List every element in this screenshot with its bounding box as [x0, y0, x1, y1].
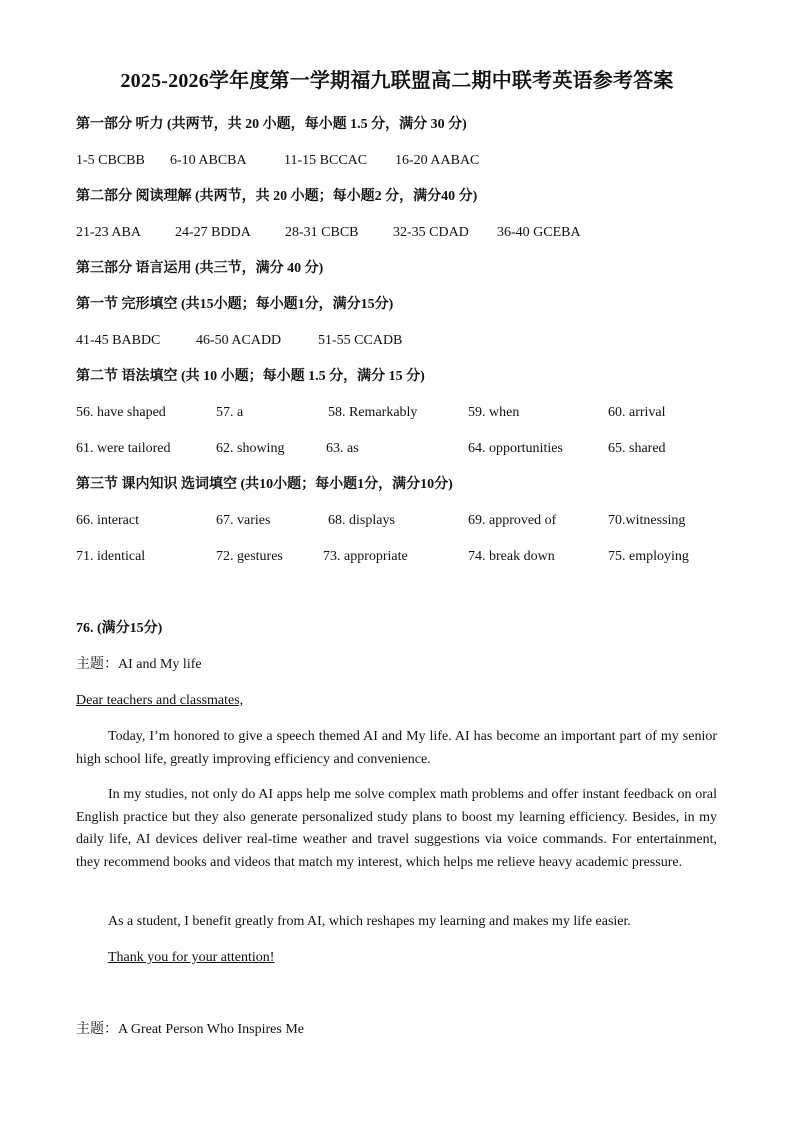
part1-answer: 11-15 BCCAC [284, 153, 368, 168]
document-title: 2025-2026学年度第一学期福九联盟高二期中联考英语参考答案 [120, 70, 674, 92]
vocab-answer: 67. varies [216, 513, 271, 528]
vocab-answer: 72. gestures [216, 549, 283, 564]
essay-paragraph: In my studies, not only do AI apps help me solve complex math problems and offer instant feedback on oral English practice but they also generate personalized study plans to boost my learning efficiency. Besides, in my daily life, AI devices deliver real-time weather and travel suggestions via voice commands. For entertainment, they recommend books and videos that match my interest, which helps me relieve heavy academic pressure. [76, 787, 717, 870]
topic-line: 主题：A Great Person Who Inspires Me [76, 1022, 304, 1037]
grammar-answer: 56. have shaped [76, 405, 166, 420]
letter-greeting: Dear teachers and classmates, [76, 693, 244, 708]
grammar-answer: 63. as [326, 441, 359, 456]
vocab-answer: 74. break down [468, 549, 555, 564]
letter-closing: Thank you for your attention! [108, 950, 275, 965]
vocab-answer: 68. displays [328, 513, 395, 528]
part2-answer: 24-27 BDDA [175, 225, 251, 240]
vocab-answer: 66. interact [76, 513, 139, 528]
writing-heading: 76. (满分15分) [76, 621, 163, 636]
grammar-answer: 57. a [216, 405, 244, 420]
section2-heading: 第二节 语法填空 (共 10 小题；每小题 1.5 分，满分 15 分) [76, 369, 425, 384]
section3-heading: 第三节 课内知识 选词填空 (共10小题；每小题1分，满分10分) [76, 477, 453, 492]
grammar-answer: 65. shared [608, 441, 666, 456]
vocab-answer: 70.witnessing [608, 513, 686, 528]
vocab-answer: 73. appropriate [323, 549, 408, 564]
grammar-answer: 62. showing [216, 441, 285, 456]
part1-answer: 16-20 AABAC [395, 153, 480, 168]
part2-answer: 28-31 CBCB [285, 225, 359, 240]
section1-heading: 第一节 完形填空 (共15小题；每小题1分，满分15分) [76, 297, 394, 312]
grammar-answer: 61. were tailored [76, 441, 171, 456]
part2-answer: 32-35 CDAD [393, 225, 469, 240]
grammar-answer: 59. when [468, 405, 520, 420]
topic-line: 主题：AI and My life [76, 657, 202, 672]
grammar-answer: 64. opportunities [468, 441, 563, 456]
grammar-answer: 60. arrival [608, 405, 666, 420]
part3-heading: 第三部分 语言运用 (共三节，满分 40 分) [76, 261, 324, 276]
part1-answer: 1-5 CBCBB [76, 153, 145, 168]
part2-answer: 36-40 GCEBA [497, 225, 581, 240]
vocab-answer: 69. approved of [468, 513, 557, 528]
part1-answer: 6-10 ABCBA [170, 153, 247, 168]
essay-paragraph: Today, I’m honored to give a speech themed AI and My life. AI has become an important part of my senior high school life, greatly improving efficiency and convenience. [76, 729, 717, 767]
section1-answer: 46-50 ACADD [196, 333, 282, 348]
part2-heading: 第二部分 阅读理解 (共两节，共 20 小题；每小题2 分，满分40 分) [76, 189, 478, 204]
essay-paragraph: As a student, I benefit greatly from AI, which reshapes my learning and makes my life easier. [108, 914, 631, 929]
part2-answer: 21-23 ABA [76, 225, 141, 240]
vocab-answer: 75. employing [608, 549, 689, 564]
part1-heading: 第一部分 听力 (共两节，共 20 小题，每小题 1.5 分，满分 30 分) [76, 117, 467, 132]
section1-answer: 51-55 CCADB [318, 333, 403, 348]
vocab-answer: 71. identical [76, 549, 146, 564]
section1-answer: 41-45 BABDC [76, 333, 161, 348]
grammar-answer: 58. Remarkably [328, 405, 418, 420]
